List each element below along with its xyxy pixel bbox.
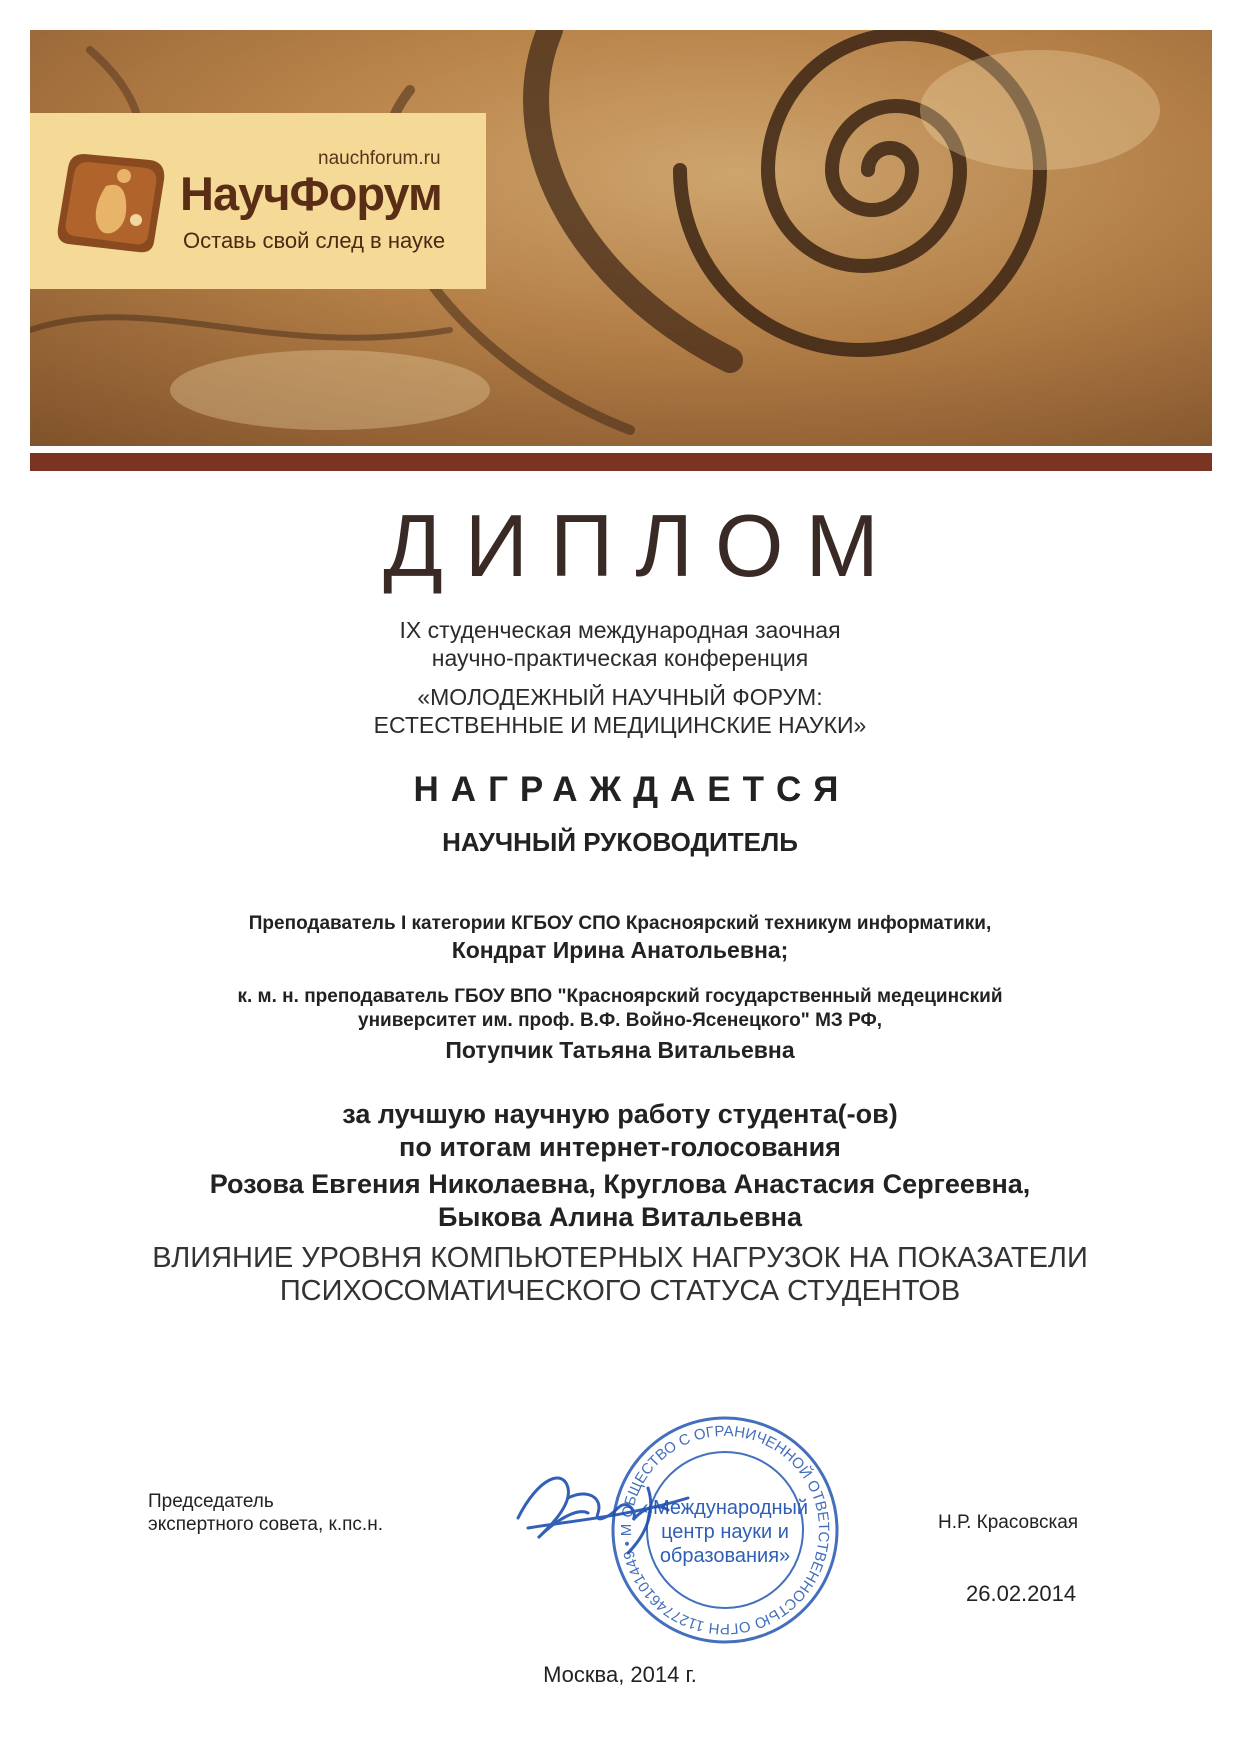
- work-topic-line: ПСИХОСОМАТИЧЕСКОГО СТАТУСА СТУДЕНТОВ: [279, 1275, 961, 1307]
- chairman-title-line: экспертного совета, к.пс.н.: [148, 1514, 383, 1535]
- work-topic-line: ВЛИЯНИЕ УРОВНЯ КОМПЬЮТЕРНЫХ НАГРУЗОК НА ПОКАЗАТЕЛИ: [152, 1242, 1088, 1274]
- stamp-center-line: образования»: [659, 1545, 791, 1567]
- supervisor2-position-line: университет им. проф. В.Ф. Войно-Ясенецкого" МЗ РФ,: [358, 1010, 882, 1031]
- work-topic: [0, 1242, 1240, 1308]
- signer-name: Н.Р. Красовская: [938, 1512, 1079, 1533]
- conference-name: [0, 683, 1240, 739]
- conference-line: IX студенческая международная заочная: [399, 617, 841, 643]
- student-names-line: Быкова Алина Витальевна: [438, 1202, 802, 1232]
- issue-date: 26.02.2014: [966, 1581, 1077, 1606]
- logo-tagline: Оставь свой след в науке: [183, 228, 446, 253]
- logo-url: nauchforum.ru: [318, 148, 441, 169]
- supervisor1-position: Преподаватель I категории КГБОУ СПО Красноярский техникум информатики,: [248, 913, 992, 934]
- supervisor2-position-line: к. м. н. преподаватель ГБОУ ВПО "Красноярский государственный медецинский: [237, 986, 1003, 1007]
- conference-name-line: ЕСТЕСТВЕННЫЕ И МЕДИЦИНСКИЕ НАУКИ»: [373, 712, 867, 738]
- stamp-center-line: «Международный: [641, 1497, 809, 1519]
- award-reason: [0, 1098, 1240, 1164]
- brand-stripe: [30, 453, 1212, 471]
- handwritten-signature: [508, 1458, 698, 1563]
- conference-line: научно-практическая конференция: [431, 645, 809, 671]
- award-reason-line: за лучшую научную работу студента(-ов): [342, 1099, 898, 1129]
- chairman-title: [148, 1490, 383, 1536]
- chairman-title-line: Председатель: [148, 1491, 274, 1512]
- stamp-ring-text: ОБЩЕСТВО С ОГРАНИЧЕННОЙ ОТВЕТСТВЕННОСТЬЮ ОГРН 1127746101449 • М: [617, 1422, 833, 1638]
- student-names-line: Розова Евгения Николаевна, Круглова Анастасия Сергеевна,: [209, 1169, 1031, 1199]
- stamp-center-line: центр науки и: [661, 1521, 789, 1543]
- award-role: НАУЧНЫЙ РУКОВОДИТЕЛЬ: [442, 827, 798, 857]
- supervisor2-name: Потупчик Татьяна Витальевна: [445, 1037, 795, 1063]
- student-names: [0, 1168, 1240, 1234]
- supervisor2-position: [0, 985, 1240, 1033]
- conference-name-line: «МОЛОДЕЖНЫЙ НАУЧНЫЙ ФОРУМ:: [417, 684, 823, 710]
- awarded-heading: НАГРАЖДАЕТСЯ: [413, 770, 851, 809]
- supervisor1-name: Кондрат Ирина Анатольевна;: [451, 937, 789, 963]
- diploma-title: ДИПЛОМ: [383, 496, 901, 595]
- footprint-logo-icon: [54, 146, 172, 261]
- award-reason-line: по итогам интернет-голосования: [399, 1132, 841, 1162]
- conference-description: [0, 616, 1240, 672]
- logo-name: НаучФорум: [180, 167, 442, 220]
- city-year: Москва, 2014 г.: [543, 1662, 697, 1687]
